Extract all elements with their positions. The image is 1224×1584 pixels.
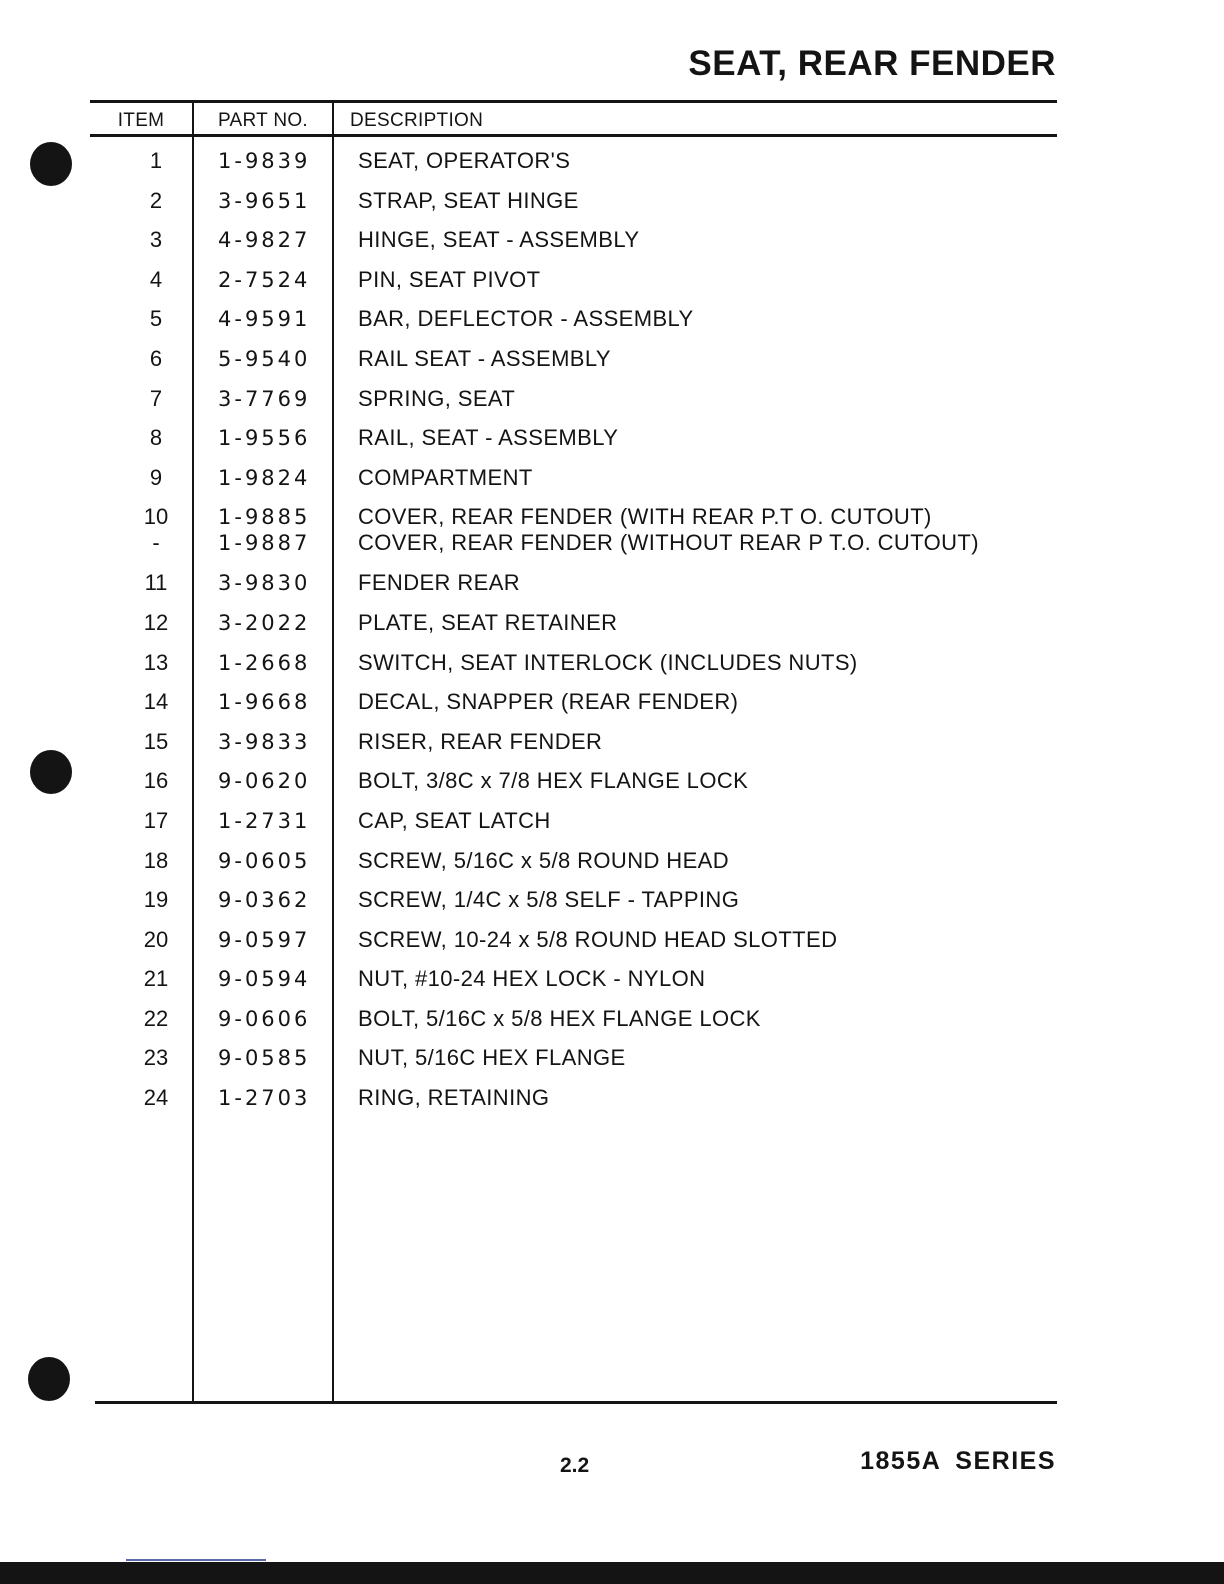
part-no-cell-text: 4-9827 <box>218 228 311 253</box>
item-cell <box>108 1006 204 1032</box>
description-cell <box>358 1006 761 1032</box>
item-cell-text: 15 <box>143 728 169 754</box>
description-cell-text: FENDER REAR <box>358 570 521 596</box>
description-cell <box>358 610 617 636</box>
description-cell <box>358 689 738 715</box>
part-no-cell <box>218 570 310 596</box>
item-cell <box>108 650 204 676</box>
part-no-cell-text: 3-7769 <box>218 386 311 411</box>
part-no-cell <box>218 267 310 293</box>
part-no-cell <box>218 848 310 874</box>
description-cell <box>358 346 611 372</box>
series-word: SERIES <box>955 1447 1056 1475</box>
description-cell-text: SCREW, 1/4C x 5/8 SELF - TAPPING <box>358 887 740 913</box>
item-cell-text: 10 <box>143 504 169 530</box>
description-cell <box>358 1085 549 1111</box>
bottom-rule <box>95 1401 1057 1404</box>
description-cell-text: SEAT, OPERATOR'S <box>358 148 571 173</box>
page-number: 2.2 <box>560 1454 590 1477</box>
item-cell <box>108 425 204 451</box>
item-cell-text: 23 <box>143 1045 169 1071</box>
table-row <box>0 958 1224 998</box>
part-no-cell-text: 9-0362 <box>218 888 311 913</box>
item-cell-text: 14 <box>143 689 169 715</box>
item-cell <box>108 768 204 794</box>
part-no-cell <box>218 148 310 174</box>
item-cell-text: 5 <box>149 306 163 332</box>
table-row <box>0 338 1224 378</box>
part-no-cell-text: 3-2022 <box>218 610 311 635</box>
part-no-cell-text: 9-0585 <box>218 1046 311 1071</box>
table-row <box>0 1037 1224 1077</box>
item-cell-text: 19 <box>143 887 169 913</box>
item-cell-text: 1 <box>149 148 163 173</box>
top-rule <box>90 100 1057 103</box>
description-cell-text: STRAP, SEAT HINGE <box>358 187 579 213</box>
item-cell <box>108 465 204 491</box>
description-cell-text: RAIL, SEAT - ASSEMBLY <box>358 425 619 451</box>
item-cell <box>108 306 204 332</box>
table-row <box>0 219 1224 259</box>
table-row <box>0 457 1224 497</box>
item-cell-text: 7 <box>149 385 163 411</box>
item-cell-text: 24 <box>143 1085 169 1111</box>
table-row <box>0 681 1224 721</box>
item-cell <box>108 808 204 834</box>
description-cell-text: SCREW, 10-24 x 5/8 ROUND HEAD SLOTTED <box>358 926 838 952</box>
table-row <box>0 800 1224 840</box>
description-cell <box>358 808 551 834</box>
part-no-cell <box>218 650 310 676</box>
binder-hole-top <box>30 142 72 186</box>
part-no-cell <box>218 504 310 556</box>
part-no-cell <box>218 425 310 451</box>
part-no-cell-text: 1-9556 <box>218 426 311 451</box>
item-cell <box>108 1045 204 1071</box>
part-no-cell-text: 4-9591 <box>218 307 311 332</box>
part-no-cell <box>218 768 310 794</box>
description-cell <box>358 927 837 953</box>
description-cell-text: SCREW, 5/16C x 5/8 ROUND HEAD <box>358 847 730 873</box>
part-no-cell-text: 1-2668 <box>218 650 311 675</box>
column-header-description: DESCRIPTION <box>350 110 484 131</box>
item-cell-text: 3 <box>149 227 163 253</box>
table-row <box>0 180 1224 220</box>
part-no-cell-alt-text: 1-9887 <box>218 531 311 556</box>
part-no-cell <box>218 1045 310 1071</box>
description-cell-text: DECAL, SNAPPER (REAR FENDER) <box>358 689 739 715</box>
part-no-cell-text: 1-2703 <box>218 1086 311 1111</box>
part-no-cell <box>218 966 310 992</box>
description-cell <box>358 465 533 491</box>
part-no-cell-text: 3-9830 <box>218 571 311 596</box>
item-cell-text: 22 <box>143 1005 169 1031</box>
part-no-cell <box>218 729 310 755</box>
part-no-cell <box>218 808 310 834</box>
part-no-cell <box>218 306 310 332</box>
part-no-cell-text: 1-9824 <box>218 465 311 490</box>
binder-hole-bottom <box>28 1357 70 1401</box>
description-cell <box>358 188 579 214</box>
description-cell <box>358 267 540 293</box>
part-no-cell-text: 1-9668 <box>218 690 311 715</box>
description-cell <box>358 848 729 874</box>
description-cell <box>358 148 570 174</box>
part-no-cell-text: 9-0605 <box>218 848 311 873</box>
table-row <box>0 562 1224 602</box>
description-cell-text: COMPARTMENT <box>358 464 533 490</box>
part-no-cell <box>218 188 310 214</box>
item-cell <box>108 346 204 372</box>
item-cell-text: 21 <box>143 966 169 992</box>
item-cell-text: 12 <box>143 609 169 635</box>
description-cell-text: PLATE, SEAT RETAINER <box>358 609 618 635</box>
table-row <box>0 919 1224 959</box>
description-cell <box>358 650 858 676</box>
description-cell <box>358 1045 626 1071</box>
scan-edge-tint <box>126 1559 266 1561</box>
description-cell-text: HINGE, SEAT - ASSEMBLY <box>358 227 640 253</box>
description-cell <box>358 570 520 596</box>
table-row <box>0 642 1224 682</box>
description-cell-text: CAP, SEAT LATCH <box>358 807 551 833</box>
table-row <box>0 378 1224 418</box>
description-cell <box>358 729 602 755</box>
item-cell-text: 4 <box>149 266 163 292</box>
part-no-cell <box>218 927 310 953</box>
part-no-cell <box>218 610 310 636</box>
part-no-cell-text: 1-9885 <box>218 505 311 530</box>
item-cell-alt-text: - <box>152 530 160 556</box>
table-row <box>0 140 1224 180</box>
table-row <box>0 998 1224 1038</box>
description-cell <box>358 887 739 913</box>
item-cell-text: 13 <box>143 649 169 675</box>
table-row <box>0 1077 1224 1117</box>
part-no-cell <box>218 1006 310 1032</box>
item-cell-text: 20 <box>143 926 169 952</box>
description-cell-text: BOLT, 5/16C x 5/8 HEX FLANGE LOCK <box>358 1005 761 1031</box>
description-cell-text: SPRING, SEAT <box>358 385 516 411</box>
part-no-cell-text: 1-2731 <box>218 808 311 833</box>
part-no-cell-text: 5-9540 <box>218 346 311 371</box>
table-row <box>0 721 1224 761</box>
part-no-cell <box>218 465 310 491</box>
description-cell <box>358 227 639 253</box>
description-cell-text: RING, RETAINING <box>358 1085 550 1111</box>
table-row <box>0 259 1224 299</box>
description-cell <box>358 504 979 556</box>
item-cell <box>108 188 204 214</box>
item-cell-text: 2 <box>149 187 163 213</box>
part-no-cell-text: 9-0597 <box>218 927 311 952</box>
description-cell-text: BAR, DEFLECTOR - ASSEMBLY <box>358 306 694 332</box>
part-no-cell <box>218 1085 310 1111</box>
item-cell <box>108 1085 204 1111</box>
item-cell <box>108 848 204 874</box>
table-row <box>0 879 1224 919</box>
table-row <box>0 602 1224 642</box>
part-no-cell-text: 2-7524 <box>218 267 311 292</box>
part-no-cell <box>218 346 310 372</box>
description-cell-text: NUT, 5/16C HEX FLANGE <box>358 1045 626 1071</box>
description-cell-text: NUT, #10-24 HEX LOCK - NYLON <box>358 966 706 992</box>
header-rule <box>90 134 1057 137</box>
item-cell-text: 8 <box>149 425 163 451</box>
table-row <box>0 496 1224 562</box>
parts-table-body <box>0 140 1224 1117</box>
item-cell-text: 11 <box>144 570 168 596</box>
part-no-cell <box>218 689 310 715</box>
series-label <box>860 1447 1056 1476</box>
column-header-item: ITEM <box>117 110 165 131</box>
column-header-part-no: PART NO. <box>217 110 309 131</box>
part-no-cell <box>218 887 310 913</box>
item-cell <box>108 570 204 596</box>
description-cell-text: COVER, REAR FENDER (WITH REAR P.T O. CUTOUT) <box>358 504 932 530</box>
description-cell <box>358 966 705 992</box>
part-no-cell-text: 9-0594 <box>218 967 311 992</box>
item-cell <box>108 148 204 174</box>
part-no-cell-text: 1-9839 <box>218 149 311 173</box>
item-cell-text: 6 <box>149 345 163 371</box>
part-no-cell-text: 9-0606 <box>218 1006 311 1031</box>
item-cell <box>108 689 204 715</box>
part-no-cell-text: 3-9833 <box>218 729 311 754</box>
description-cell-text: BOLT, 3/8C x 7/8 HEX FLANGE LOCK <box>358 768 749 794</box>
description-cell-text: PIN, SEAT PIVOT <box>358 266 541 292</box>
item-cell <box>108 729 204 755</box>
item-cell <box>108 927 204 953</box>
item-cell <box>108 610 204 636</box>
scan-edge-bar <box>0 1562 1224 1584</box>
table-row <box>0 760 1224 800</box>
part-no-cell-text: 9-0620 <box>218 769 311 794</box>
series-number: 1855A <box>860 1447 942 1475</box>
item-cell-text: 18 <box>143 847 169 873</box>
description-cell <box>358 425 618 451</box>
table-row <box>0 298 1224 338</box>
description-cell <box>358 768 748 794</box>
item-cell-text: 17 <box>143 807 169 833</box>
description-cell-text: RISER, REAR FENDER <box>358 728 603 754</box>
description-cell <box>358 386 515 412</box>
part-no-cell-text: 3-9651 <box>218 188 311 213</box>
table-row <box>0 840 1224 880</box>
part-no-cell <box>218 386 310 412</box>
binder-hole-middle <box>30 750 72 794</box>
item-cell <box>108 966 204 992</box>
item-cell <box>108 267 204 293</box>
item-cell <box>108 887 204 913</box>
item-cell <box>108 386 204 412</box>
description-cell-text: SWITCH, SEAT INTERLOCK (INCLUDES NUTS) <box>358 649 858 675</box>
item-cell <box>108 227 204 253</box>
table-row <box>0 417 1224 457</box>
part-no-cell <box>218 227 310 253</box>
page-title: SEAT, REAR FENDER <box>688 44 1056 83</box>
item-cell <box>108 504 204 556</box>
description-cell <box>358 306 694 332</box>
description-cell-text: RAIL SEAT - ASSEMBLY <box>358 345 611 371</box>
item-cell-text: 9 <box>149 464 163 490</box>
item-cell-text: 16 <box>143 768 169 794</box>
description-cell-alt-text: COVER, REAR FENDER (WITHOUT REAR P T.O. CUTOUT) <box>358 530 979 556</box>
